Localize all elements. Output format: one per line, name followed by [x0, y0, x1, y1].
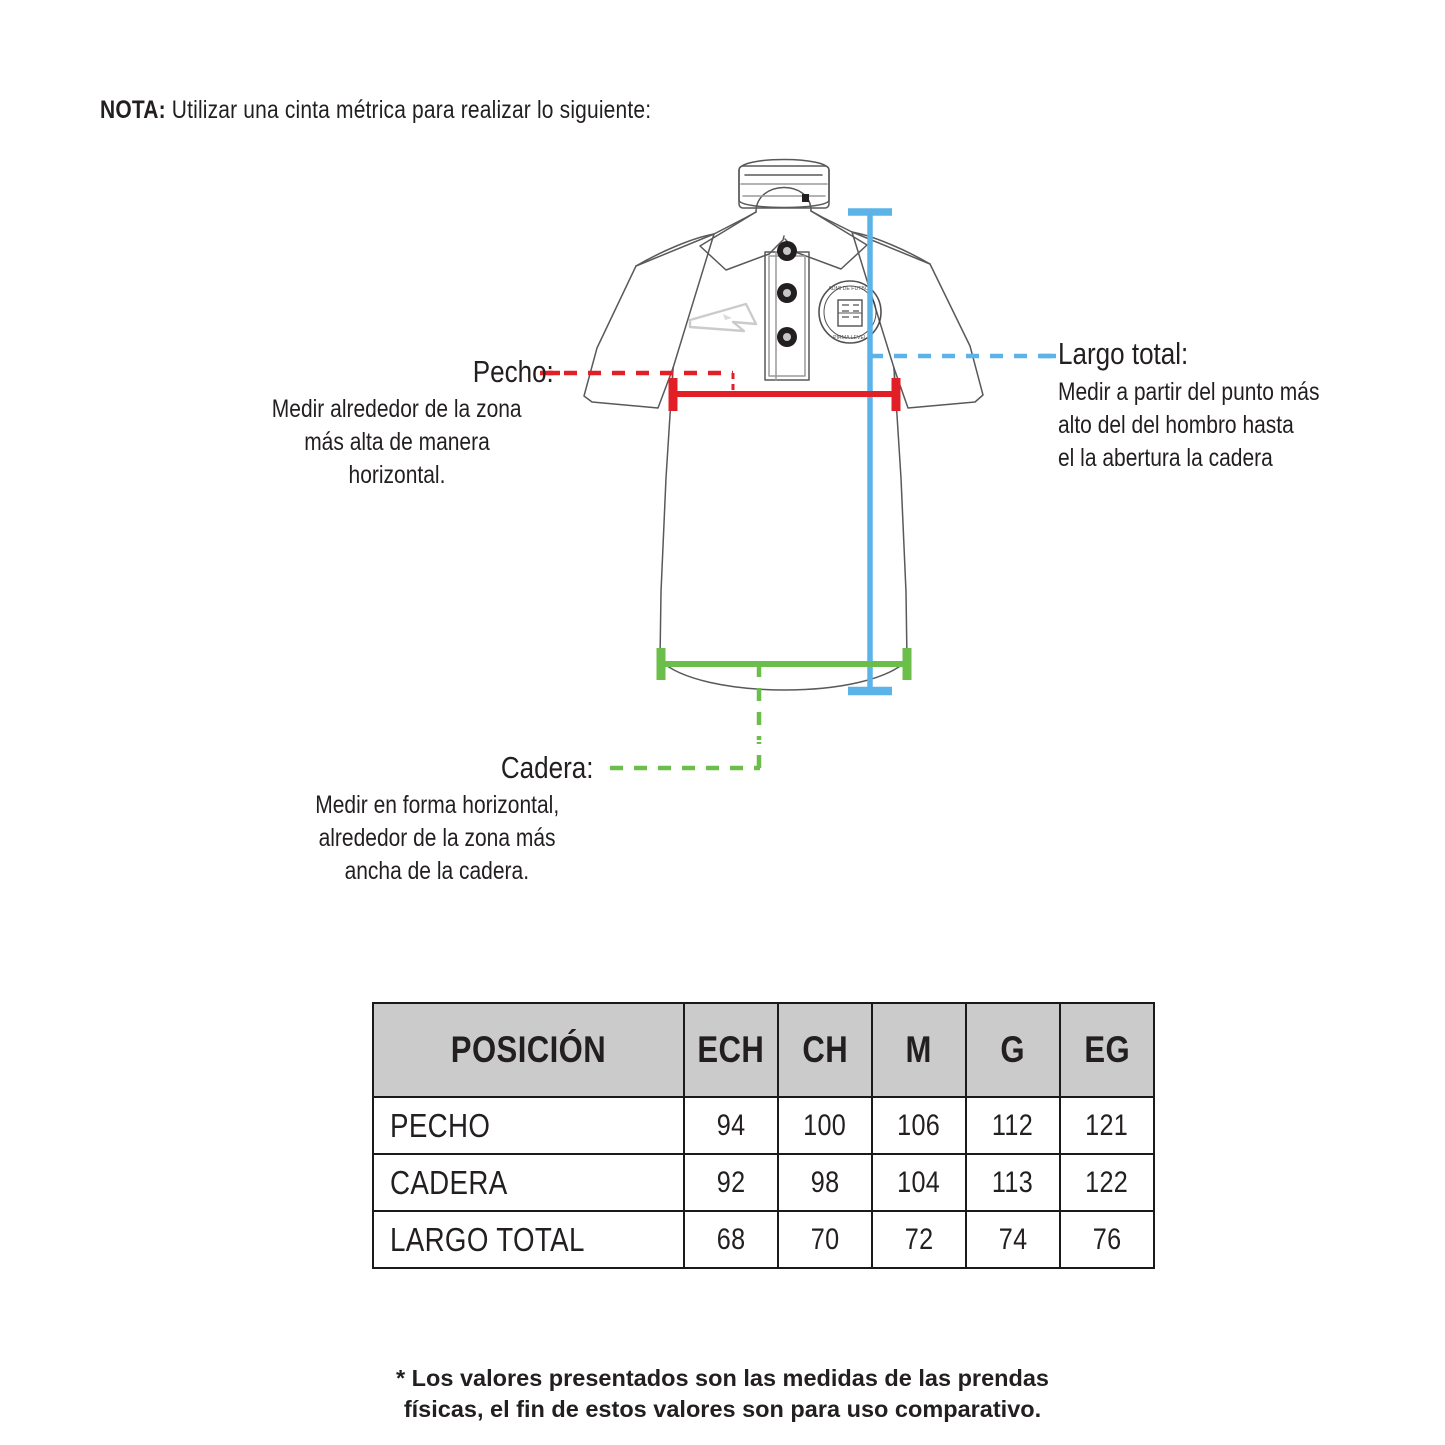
polo-shirt-illustration [540, 140, 1060, 740]
table-header-g: G [966, 1003, 1060, 1097]
cell-cadera-ch: 98 [778, 1154, 872, 1211]
cell-pecho-ch: 100 [778, 1097, 872, 1154]
cell-largo-eg: 76 [1060, 1211, 1154, 1268]
hip-callout-line1: Medir en forma horizontal, [315, 790, 559, 819]
length-callout-line3: el la abertura la cadera [1058, 443, 1273, 472]
svg-text:ADMI DE FUTBOL: ADMI DE FUTBOL [828, 286, 872, 292]
note-text: Utilizar una cinta métrica para realizar lo siguiente: [165, 96, 652, 124]
table-row [373, 1154, 1154, 1211]
cell-cadera-eg: 122 [1060, 1154, 1154, 1211]
cell-largo-ech: 68 [684, 1211, 778, 1268]
footer-line-2: físicas, el fin de estos valores son para uso comparativo. [403, 1396, 1042, 1423]
table-row [373, 1097, 1154, 1154]
hip-callout [272, 752, 602, 888]
cell-largo-g: 74 [966, 1211, 1060, 1268]
table-header-m: M [872, 1003, 966, 1097]
length-callout-line2: alto del del hombro hasta [1058, 410, 1294, 439]
length-callout-line1: Medir a partir del punto más [1058, 377, 1320, 406]
chest-callout-line2: más alta de manera horizontal. [304, 427, 490, 489]
row-label-pecho: PECHO [373, 1097, 684, 1154]
cell-pecho-eg: 121 [1060, 1097, 1154, 1154]
chest-callout-title: Pecho: [473, 354, 555, 389]
note-line [100, 96, 756, 125]
table-header-ch: CH [778, 1003, 872, 1097]
table-header-eg: EG [1060, 1003, 1154, 1097]
hip-callout-title: Cadera: [500, 750, 594, 785]
cell-cadera-g: 113 [966, 1154, 1060, 1211]
cell-cadera-ech: 92 [684, 1154, 778, 1211]
cell-largo-m: 72 [872, 1211, 966, 1268]
hip-callout-line2: alrededor de la zona más [318, 823, 556, 852]
cell-cadera-m: 104 [872, 1154, 966, 1211]
cell-largo-ch: 70 [778, 1211, 872, 1268]
table-row [373, 1211, 1154, 1268]
row-label-cadera: CADERA [373, 1154, 684, 1211]
cell-pecho-ech: 94 [684, 1097, 778, 1154]
table-header-position: POSICIÓN [373, 1003, 684, 1097]
chest-callout-line1: Medir alrededor de la zona [272, 394, 522, 423]
length-callout-title: Largo total: [1058, 336, 1189, 371]
pirma-logo [690, 304, 756, 331]
chest-callout [232, 356, 562, 492]
placket-buttons [777, 241, 797, 347]
table-header-row [373, 1003, 1154, 1097]
footer-line-1: * Los valores presentados son las medidas de las prendas [395, 1365, 1050, 1391]
note-label: NOTA: [100, 96, 166, 124]
hip-callout-line3: ancha de la cadera. [344, 856, 530, 885]
cell-pecho-g: 112 [966, 1097, 1060, 1154]
footer-disclaimer [0, 1363, 1445, 1425]
row-label-largo-total: LARGO TOTAL [373, 1211, 684, 1268]
cell-pecho-m: 106 [872, 1097, 966, 1154]
svg-text:PIRMA LEVEL: PIRMA LEVEL [833, 335, 867, 341]
size-table [372, 1002, 1155, 1269]
table-header-ech: ECH [684, 1003, 778, 1097]
length-callout [1058, 338, 1408, 475]
